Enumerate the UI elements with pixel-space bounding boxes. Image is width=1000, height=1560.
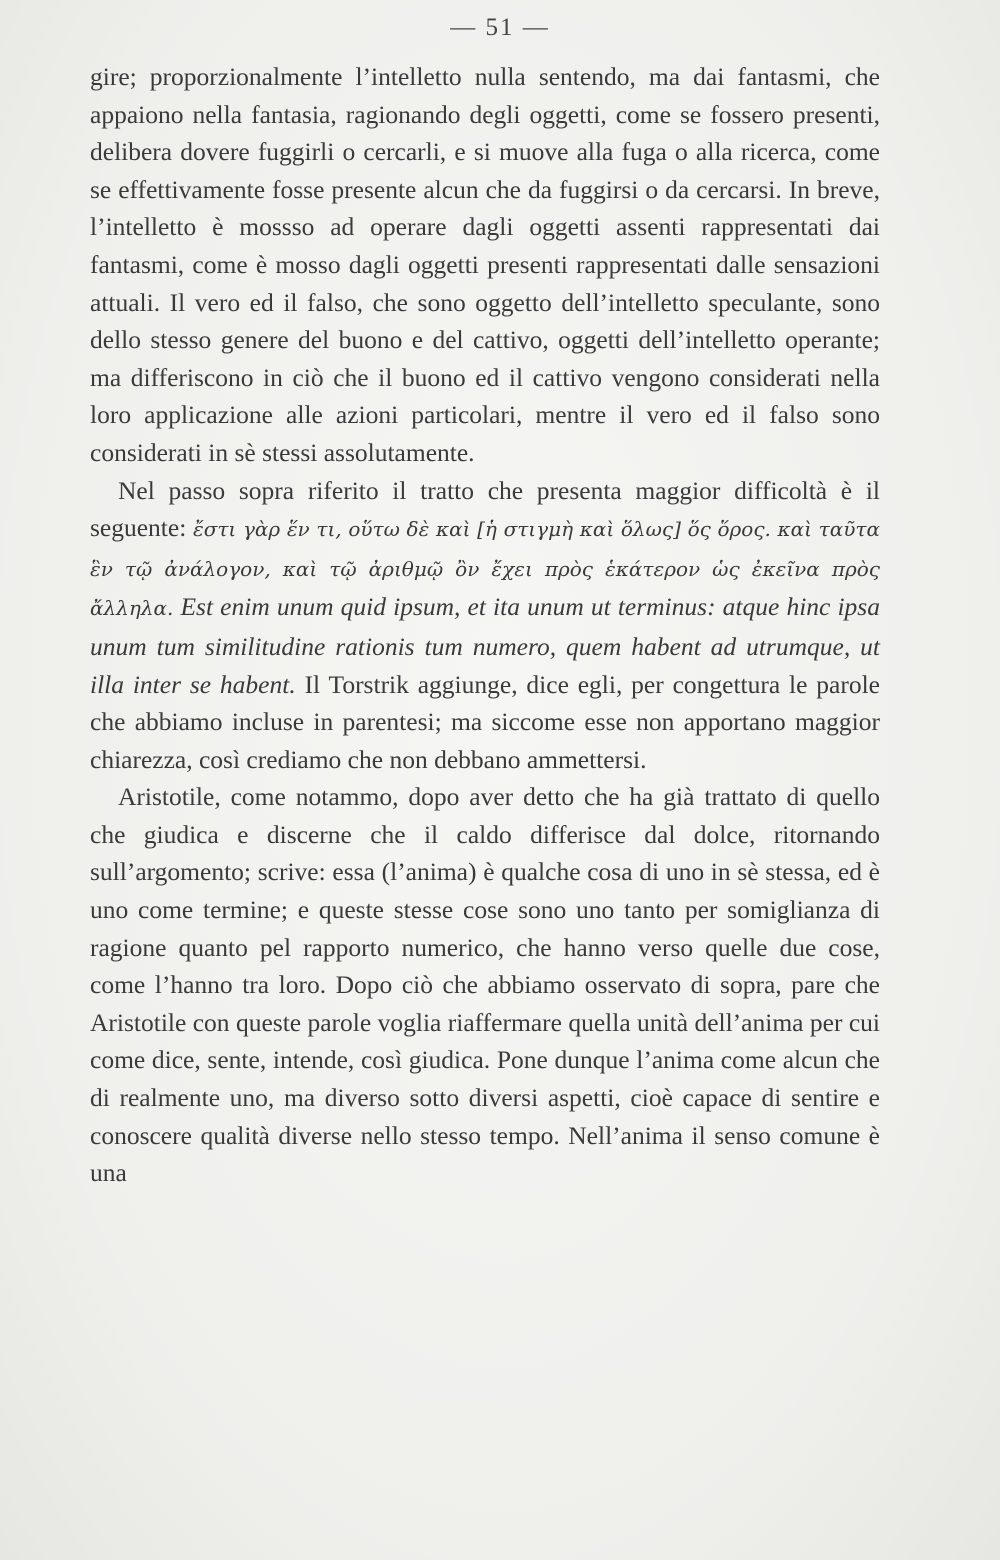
- greek-quotation: ἔστι γὰρ ἕν τι, οὕτω δὲ καὶ [ἡ στιγμὴ καὶ ὅλως] ὅς ὅρος. καὶ ταῦτα ἓν τῷ ἀνάλογον, καὶ τῷ ἀριθμῷ ὂν ἔχει πρὸς ἑκάτερον ὡς ἐκεῖνα πρὸς ἄλληλα.: [90, 517, 880, 621]
- latin-translation: Est enim unum quid ipsum, et ita unum ut terminus: atque hinc ipsa unum tum similitudine rationis tum numero, quem habent ad utrumque, ut illa inter se habent.: [90, 592, 880, 699]
- paragraph-commentary: Il Torstrik aggiunge, dice egli, per congettura le parole che abbiamo incluse in parentesi; ma siccome esse non apportano maggior chiarezza, così crediamo che non debbano ammettersi.: [90, 669, 880, 774]
- paragraph-intro-text: Nel passo sopra riferito il tratto che presenta maggior difficoltà è il seguente:: [90, 475, 880, 543]
- page-body: [90, 58, 880, 1192]
- page-number: — 51 —: [450, 14, 550, 41]
- paragraph-greek-passage: [90, 472, 880, 779]
- paragraph-continuation: gire; proporzionalmente l’intelletto nulla sentendo, ma dai fantasmi, che appaiono nella fantasia, ragionando degli oggetti, come se fossero presenti, delibera dovere fuggirli o cercarli, e si muove alla fuga o alla ricerca, come se effettivamente fosse presente alcun che da fuggirsi o da cercarsi. In breve, l’intelletto è mossso ad operare dagli oggetti assenti rappresentati dai fantasmi, come è mosso dagli oggetti presenti rappresentati dalle sensazioni attuali. Il vero ed il falso, che sono oggetto dell’intelletto speculante, sono dello stesso genere del buono e del cattivo, oggetti dell’intelletto operante; ma differiscono in ciò che il buono ed il cattivo vengono considerati nella loro applicazione alle azioni particolari, mentre il vero ed il falso sono considerati in sè stessi assolutamente.: [90, 62, 880, 467]
- paragraph-aristotile: Aristotile, come notammo, dopo aver detto che ha già trattato di quello che giudica e discerne che il caldo differisce dal dolce, ritornando sull’argomento; scrive: essa (l’anima) è qualche cosa di uno in sè stessa, ed è uno come termine; e queste stesse cose sono uno tanto per somiglianza di ragione quanto pel rapporto numerico, che hanno verso quelle due cose, come l’hanno tra loro. Dopo ciò che abbiamo osservato di sopra, pare che Aristotile con queste parole voglia riaffermare quella unità dell’anima per cui come dice, sente, intende, così giudica. Pone dunque l’anima come alcun che di realmente uno, ma diverso sotto diversi aspetti, cioè capace di sentire e conoscere qualità diverse nello stesso tempo. Nell’anima il senso comune è una: [90, 782, 880, 1188]
